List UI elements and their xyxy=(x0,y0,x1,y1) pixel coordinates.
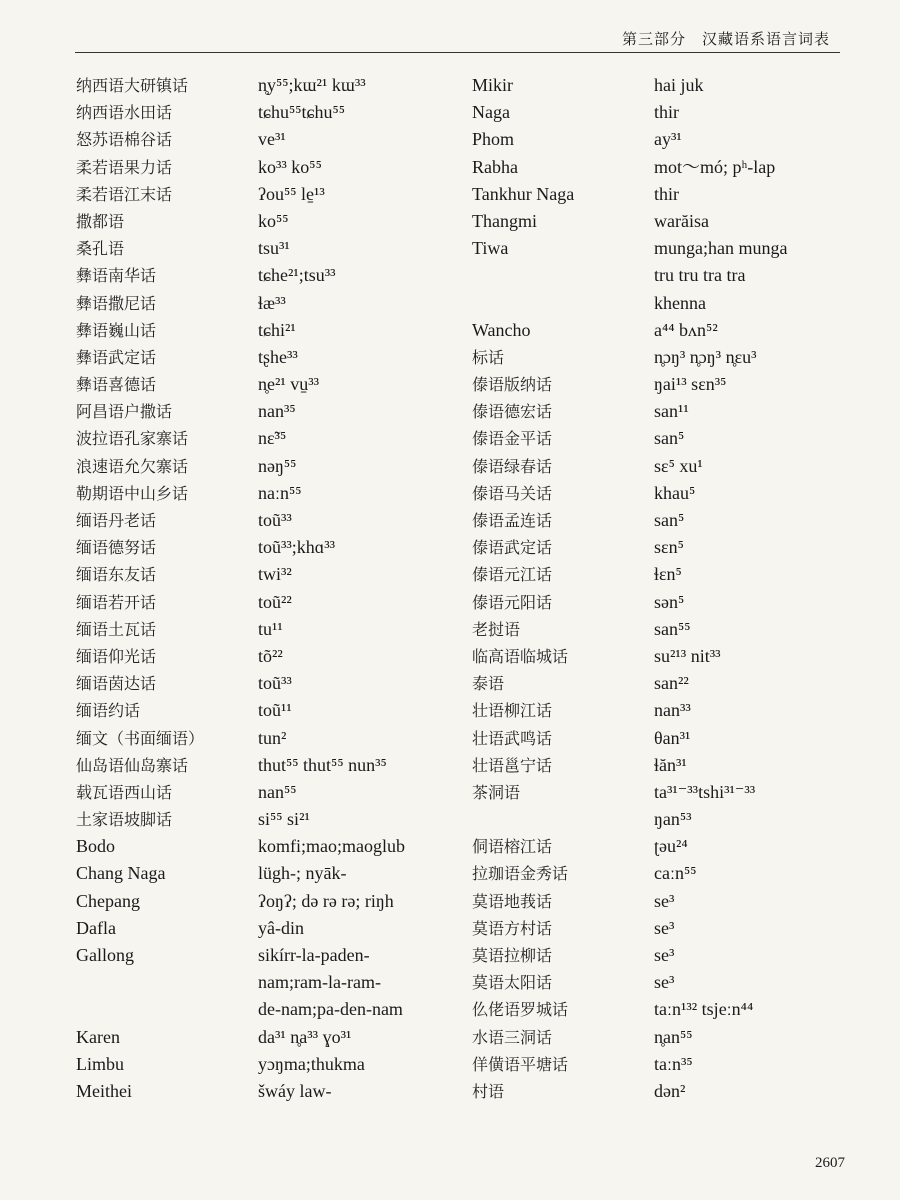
language-name xyxy=(76,969,251,996)
language-name: Phom xyxy=(472,129,515,150)
language-name: 土家语坡脚话 xyxy=(76,810,173,830)
language-name: 波拉语孔家寨话 xyxy=(76,429,189,449)
language-name: 缅语若开话 xyxy=(76,592,157,612)
word-form: nan³³ xyxy=(654,700,691,721)
language-name: 勒期语中山乡话 xyxy=(76,483,189,503)
language-name: Rabha xyxy=(472,156,518,177)
header-title: 第三部分 汉藏语系语言词表 xyxy=(621,30,830,48)
word-form: n̥ɔŋ³ n̥ɔŋ³ n̥ɛu³ xyxy=(654,346,757,367)
word-form: san⁵ xyxy=(654,510,685,530)
language-name: Thangmi xyxy=(472,210,537,231)
language-name: 侗语榕江话 xyxy=(472,837,553,857)
right-language-column xyxy=(472,72,647,1105)
word-form: sikírr-la-paden- xyxy=(258,945,370,965)
language-name: 标话 xyxy=(472,347,505,367)
word-form: de-nam;pa-den-nam xyxy=(258,999,403,1020)
word-form: n̥e²¹ vu̠³³ xyxy=(258,374,320,395)
language-name: Mikir xyxy=(472,75,514,95)
word-form: toũ¹¹ xyxy=(258,700,292,721)
word-form: thir xyxy=(654,102,679,123)
word-form: nɛ̃³⁵ xyxy=(258,428,287,449)
language-name: 壮语邕宁话 xyxy=(472,755,553,775)
language-name: 彝语武定话 xyxy=(76,347,157,367)
language-name xyxy=(472,806,647,833)
word-form: ko³³ ko⁵⁵ xyxy=(258,156,322,177)
word-form: tsu³¹ xyxy=(258,238,290,259)
language-name: 莫语方村话 xyxy=(472,918,553,938)
language-name: 纳西语大研镇话 xyxy=(76,76,189,95)
word-form: thir xyxy=(654,183,679,204)
language-name: 仫佬语罗城话 xyxy=(472,1000,569,1020)
word-form: a⁴⁴ bʌn⁵² xyxy=(654,319,718,340)
word-form: san⁵ xyxy=(654,428,685,449)
language-name: 傣语绿春话 xyxy=(472,456,553,476)
word-form: se³ xyxy=(654,890,675,911)
language-name: 缅语德努话 xyxy=(76,538,157,558)
language-name: 彝语喜德话 xyxy=(76,375,157,395)
word-form: tɕhi²¹ xyxy=(258,319,296,340)
language-name: 缅语仰光话 xyxy=(76,646,157,666)
language-name: 傣语金平话 xyxy=(472,429,553,449)
language-name: 傣语德宏话 xyxy=(472,402,553,422)
language-name: Tiwa xyxy=(472,238,509,259)
word-form: warăisa xyxy=(654,210,709,231)
language-name: Meithei xyxy=(76,1080,132,1101)
word-form: se³ xyxy=(654,945,675,965)
word-form: munga;han munga xyxy=(654,238,788,259)
word-form: toũ³³ xyxy=(258,673,292,694)
word-form: tõ²² xyxy=(258,645,283,666)
word-form: n̥an⁵⁵ xyxy=(654,1026,693,1047)
word-form: šwáy law- xyxy=(258,1080,332,1101)
word-form: sɛ⁵ xu¹ xyxy=(654,455,703,476)
word-form: naːn⁵⁵ xyxy=(258,482,302,503)
language-name: Wancho xyxy=(472,319,531,340)
language-name: 怒苏语棉谷话 xyxy=(76,130,173,150)
language-name xyxy=(472,262,647,289)
left-form-column xyxy=(258,72,458,1105)
word-form: khenna xyxy=(654,292,706,313)
page-number: 2607 xyxy=(815,1155,845,1171)
word-form: su²¹³ nit³³ xyxy=(654,645,721,666)
word-form: toũ³³ xyxy=(258,510,292,530)
language-name: 柔若语果力话 xyxy=(76,157,173,177)
word-form: lügh-; nyāk- xyxy=(258,863,347,884)
language-name: 傣语版纳话 xyxy=(472,375,553,395)
word-form: caːn⁵⁵ xyxy=(654,863,697,884)
language-name: 缅文（书面缅语） xyxy=(76,728,205,748)
word-form: θan³¹ xyxy=(654,727,691,748)
word-form: thut⁵⁵ thut⁵⁵ nun³⁵ xyxy=(258,754,387,775)
word-form: tɕhu⁵⁵tɕhu⁵⁵ xyxy=(258,102,346,123)
language-name: 柔若语江末话 xyxy=(76,184,173,204)
header-rule xyxy=(75,52,840,53)
language-name: Karen xyxy=(76,1026,120,1047)
word-form: ay³¹ xyxy=(654,129,682,150)
language-name: 仙岛语仙岛寨话 xyxy=(76,755,189,775)
word-form: ve³¹ xyxy=(258,129,286,150)
word-form: ko⁵⁵ xyxy=(258,210,289,231)
language-name: Chang Naga xyxy=(76,863,166,884)
language-name: 纳西语水田话 xyxy=(76,103,173,123)
word-form: san⁵⁵ xyxy=(654,618,691,639)
word-form: n̥y⁵⁵;kɯ²¹ kɯ³³ xyxy=(258,75,366,95)
word-form: ɬæ³³ xyxy=(258,292,286,313)
language-name: 缅语土瓦话 xyxy=(76,619,157,639)
language-name: Dafla xyxy=(76,917,116,938)
language-name: Chepang xyxy=(76,890,140,911)
word-form: sɛn⁵ xyxy=(654,537,684,558)
language-name: 桑孔语 xyxy=(76,239,125,259)
page-header xyxy=(0,0,900,60)
language-name: 水语三洞话 xyxy=(472,1027,553,1047)
word-form: si⁵⁵ si²¹ xyxy=(258,809,310,830)
language-name: 佯僙语平塘话 xyxy=(472,1054,569,1074)
language-name: Bodo xyxy=(76,836,116,857)
word-form: se³ xyxy=(654,972,675,993)
language-name: 村语 xyxy=(472,1081,505,1101)
language-name: 莫语拉柳话 xyxy=(472,946,553,965)
language-name: Gallong xyxy=(76,945,134,965)
word-form: ŋan⁵³ xyxy=(654,809,692,830)
language-name: 傣语武定话 xyxy=(472,538,553,558)
word-form: toũ³³;khɑ³³ xyxy=(258,537,336,558)
language-name: 茶洞语 xyxy=(472,782,521,802)
language-name: 傣语元阳话 xyxy=(472,592,553,612)
word-form: da³¹ n̥a³³ ɣo³¹ xyxy=(258,1026,352,1047)
word-form: khau⁵ xyxy=(654,482,696,503)
word-form: sən⁵ xyxy=(654,591,685,612)
language-name: 彝语巍山话 xyxy=(76,320,157,340)
language-name: 泰语 xyxy=(472,674,505,694)
language-name: 莫语太阳话 xyxy=(472,973,553,993)
language-name xyxy=(472,290,647,317)
word-form: tu¹¹ xyxy=(258,618,283,639)
word-form: taːn¹³² tsjeːn⁴⁴ xyxy=(654,999,754,1020)
word-form: ŋai¹³ sɛn³⁵ xyxy=(654,374,727,395)
language-name: 壮语柳江话 xyxy=(472,701,553,721)
language-name: 载瓦语西山话 xyxy=(76,782,173,802)
word-form: nan³⁵ xyxy=(258,401,296,422)
word-form: ʔoŋʔ; də rə rə; riŋh xyxy=(258,890,394,911)
word-form: ɬɛn⁵ xyxy=(654,564,682,585)
language-name: 浪速语允欠寨话 xyxy=(76,456,189,476)
word-form: tru tru tra tra xyxy=(654,265,746,286)
word-form: yɔŋma;thukma xyxy=(258,1053,365,1074)
language-name: 彝语撒尼话 xyxy=(76,293,157,313)
word-form: tʂhe³³ xyxy=(258,346,298,367)
word-form: ʈəu²⁴ xyxy=(654,836,688,857)
language-name: 临高语临城话 xyxy=(472,646,569,666)
language-name: 壮语武鸣话 xyxy=(472,728,553,748)
word-form: san²² xyxy=(654,673,689,694)
language-name: 缅语东友话 xyxy=(76,565,157,585)
word-form: yâ-din xyxy=(258,917,304,938)
language-name: 傣语马关话 xyxy=(472,483,553,503)
language-name: Tankhur Naga xyxy=(472,183,575,204)
word-form: tun² xyxy=(258,727,287,748)
language-name: Naga xyxy=(472,102,510,123)
word-form: dən² xyxy=(654,1080,686,1101)
language-name: 缅语丹老话 xyxy=(76,511,157,530)
word-form: nan⁵⁵ xyxy=(258,781,297,802)
right-form-column xyxy=(654,72,864,1105)
language-name: 傣语元江话 xyxy=(472,565,553,585)
language-name: 阿昌语户撒话 xyxy=(76,402,173,422)
word-form: tɕhe²¹;tsu³³ xyxy=(258,265,336,286)
word-form: komfi;mao;maoglub xyxy=(258,836,405,857)
word-form: se³ xyxy=(654,917,675,938)
language-name: 傣语孟连话 xyxy=(472,511,553,530)
word-form: ɬăn³¹ xyxy=(654,754,687,775)
word-form: ta³¹⁻³³tshi³¹⁻³³ xyxy=(654,781,756,802)
word-form: ʔou⁵⁵ le̠¹³ xyxy=(258,183,325,204)
language-name xyxy=(76,996,251,1023)
language-name: 缅语约话 xyxy=(76,701,141,721)
language-name: 彝语南华话 xyxy=(76,266,157,286)
word-form: san¹¹ xyxy=(654,401,689,422)
word-form: taːn³⁵ xyxy=(654,1053,693,1074)
left-language-column xyxy=(76,72,251,1105)
word-form: twi³² xyxy=(258,564,292,585)
language-name: Limbu xyxy=(76,1053,124,1074)
language-name: 拉珈语金秀话 xyxy=(472,864,569,884)
word-form: nam;ram-la-ram- xyxy=(258,972,381,993)
word-form: hai juk xyxy=(654,75,704,95)
language-name: 撒都语 xyxy=(76,211,125,231)
language-name: 缅语茵达话 xyxy=(76,674,157,694)
language-name: 老挝语 xyxy=(472,619,521,639)
language-name: 莫语地莪话 xyxy=(472,891,553,911)
word-form: toũ²² xyxy=(258,591,292,612)
word-form: nəŋ⁵⁵ xyxy=(258,455,297,476)
word-form: mot～mó; pʰ-lap xyxy=(654,156,776,177)
